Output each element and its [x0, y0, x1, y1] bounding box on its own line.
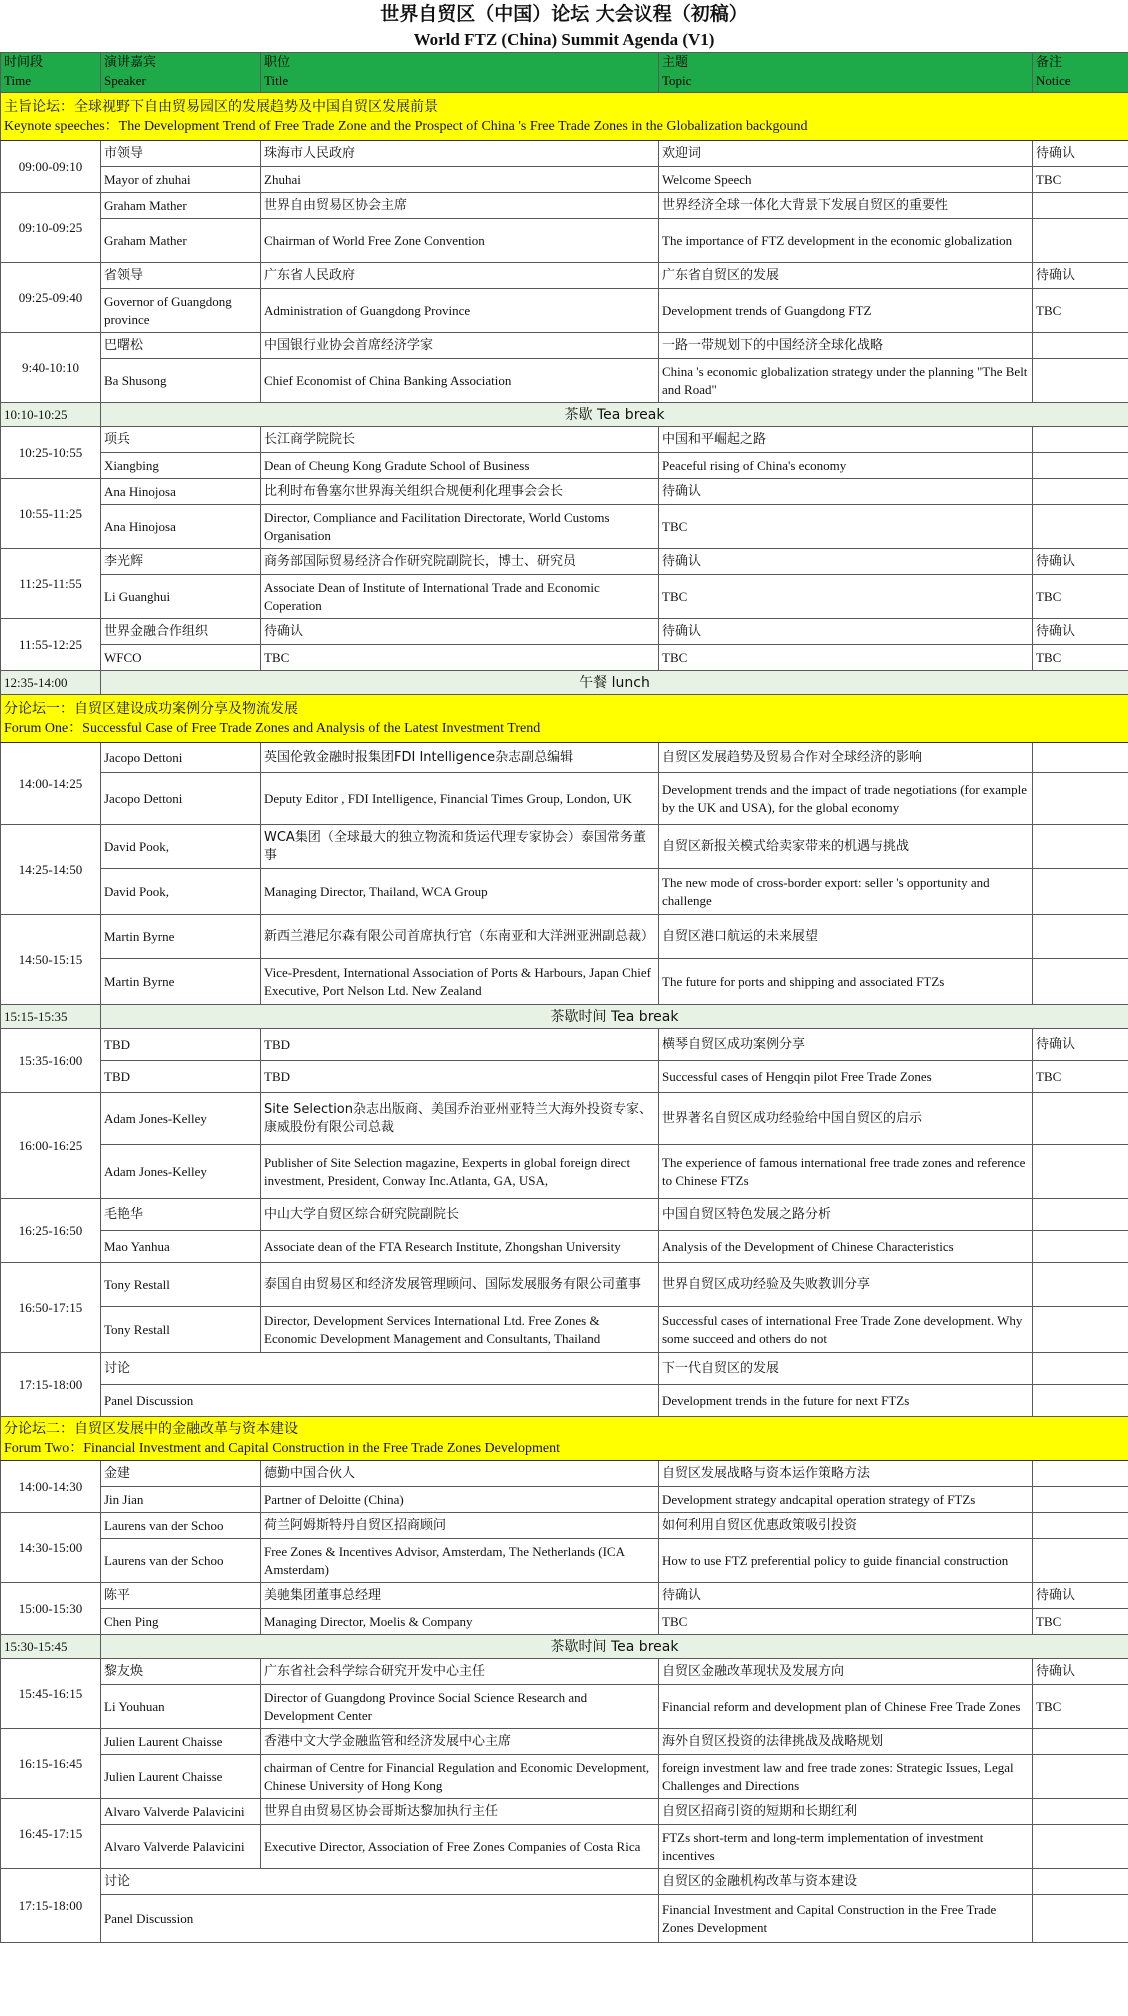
notice-cell [1033, 1093, 1128, 1145]
agenda-row [1, 1825, 1128, 1869]
tea-break-row [1, 403, 1128, 427]
notice-cell [1033, 1487, 1128, 1513]
section-keynote-title-en: Keynote speeches：The Development Trend of Free Trade Zone and the Prospect of China 's Free Trade Zones in the Globalization backgound [4, 118, 808, 134]
title-cell: Vice-Presdent, International Association of Ports & Harbours, Japan Chief Executive, Port Nelson Ltd. New Zealand [261, 959, 659, 1005]
section-forum-two-title-cn: 分论坛二：自贸区发展中的金融改革与资本建设 [4, 1420, 298, 1437]
title-cell: 长江商学院院长 [261, 427, 659, 453]
agenda-row [1, 743, 1128, 773]
notice-cell [1033, 453, 1128, 479]
time-slot: 09:10-09:25 [1, 193, 101, 263]
notice-cell [1033, 1353, 1128, 1385]
section-forum-one-title-en: Forum One：Successful Case of Free Trade Zones and Analysis of the Latest Investment Trend [4, 720, 541, 736]
title-cell: 中国银行业协会首席经济学家 [261, 333, 659, 359]
agenda-row [1, 869, 1128, 915]
topic-cell: Analysis of the Development of Chinese Characteristics [659, 1231, 1033, 1263]
title-cell: Associate Dean of Institute of International Trade and Economic Coperation [261, 575, 659, 619]
agenda-table [0, 52, 1128, 1943]
speaker-cell: 讨论 [101, 1353, 659, 1385]
title-cell: Managing Director, Moelis & Company [261, 1609, 659, 1635]
topic-cell: Development strategy andcapital operation strategy of FTZs [659, 1487, 1033, 1513]
header-topic: 主题 Topic [659, 53, 1033, 93]
agenda-row [1, 825, 1128, 869]
speaker-cell: Li Youhuan [101, 1685, 261, 1729]
notice-cell: TBC [1033, 645, 1128, 671]
time-slot: 16:00-16:25 [1, 1093, 101, 1199]
agenda-row [1, 193, 1128, 219]
notice-cell: TBC [1033, 1609, 1128, 1635]
topic-cell: 世界著名自贸区成功经验给中国自贸区的启示 [659, 1093, 1033, 1145]
agenda-row [1, 1199, 1128, 1231]
section-keynote-title-cn: 主旨论坛：全球视野下自由贸易园区的发展趋势及中国自贸区发展前景 [4, 98, 438, 115]
section-keynote-cell [1, 93, 1128, 141]
topic-cell: 世界自贸区成功经验及失败教训分享 [659, 1263, 1033, 1307]
notice-cell [1033, 915, 1128, 959]
notice-cell [1033, 1263, 1128, 1307]
title-cell: 美驰集团董事总经理 [261, 1583, 659, 1609]
time-slot: 16:25-16:50 [1, 1199, 101, 1263]
topic-cell: 自贸区新报关模式给卖家带来的机遇与挑战 [659, 825, 1033, 869]
time-slot: 14:00-14:30 [1, 1461, 101, 1513]
speaker-cell: Laurens van der Schoo [101, 1539, 261, 1583]
tea-break-row [1, 1005, 1128, 1029]
agenda-row [1, 1583, 1128, 1609]
agenda-row [1, 1539, 1128, 1583]
speaker-cell: 世界金融合作组织 [101, 619, 261, 645]
notice-cell [1033, 1895, 1128, 1943]
break-time: 12:35-14:00 [1, 671, 101, 695]
topic-cell: 自贸区发展趋势及贸易合作对全球经济的影响 [659, 743, 1033, 773]
title-cell: Director, Compliance and Facilitation Directorate, World Customs Organisation [261, 505, 659, 549]
speaker-cell: TBD [101, 1029, 261, 1061]
speaker-cell: 陈平 [101, 1583, 261, 1609]
topic-cell: Development trends of Guangdong FTZ [659, 289, 1033, 333]
notice-cell [1033, 505, 1128, 549]
topic-cell: 自贸区的金融机构改革与资本建设 [659, 1869, 1033, 1895]
notice-cell: TBC [1033, 575, 1128, 619]
topic-cell: The new mode of cross-border export: seller 's opportunity and challenge [659, 869, 1033, 915]
title-cell: Chairman of World Free Zone Convention [261, 219, 659, 263]
topic-cell: 待确认 [659, 619, 1033, 645]
time-slot: 10:55-11:25 [1, 479, 101, 549]
agenda-row [1, 1145, 1128, 1199]
title-cell: Director of Guangdong Province Social Science Research and Development Center [261, 1685, 659, 1729]
title-cell: Executive Director, Association of Free Zones Companies of Costa Rica [261, 1825, 659, 1869]
discussion-row [1, 1353, 1128, 1385]
notice-cell [1033, 193, 1128, 219]
topic-cell: The experience of famous international free trade zones and reference to Chinese FTZs [659, 1145, 1033, 1199]
header-title: 职位 Title [261, 53, 659, 93]
notice-cell [1033, 1513, 1128, 1539]
topic-cell: How to use FTZ preferential policy to guide financial construction [659, 1539, 1033, 1583]
speaker-cell: 项兵 [101, 427, 261, 453]
topic-cell: Successful cases of international Free Trade Zone development. Why some succeed and others do not [659, 1307, 1033, 1353]
time-slot: 14:25-14:50 [1, 825, 101, 915]
time-slot: 14:00-14:25 [1, 743, 101, 825]
speaker-cell: 市领导 [101, 141, 261, 167]
section-forum-two-title-en: Forum Two：Financial Investment and Capital Construction in the Free Trade Zones Development [4, 1440, 560, 1456]
title-cell: Chief Economist of China Banking Association [261, 359, 659, 403]
tea-break-row [1, 1635, 1128, 1659]
speaker-cell: 金建 [101, 1461, 261, 1487]
notice-cell [1033, 869, 1128, 915]
agenda-row [1, 619, 1128, 645]
speaker-cell: David Pook, [101, 869, 261, 915]
title-cell: TBD [261, 1029, 659, 1061]
time-slot: 9:40-10:10 [1, 333, 101, 403]
topic-cell: foreign investment law and free trade zones: Strategic Issues, Legal Challenges and Directions [659, 1755, 1033, 1799]
speaker-cell: Martin Byrne [101, 959, 261, 1005]
discussion-row [1, 1895, 1128, 1943]
topic-cell: 横琴自贸区成功案例分享 [659, 1029, 1033, 1061]
time-slot: 16:50-17:15 [1, 1263, 101, 1353]
topic-cell: 自贸区港口航运的未来展望 [659, 915, 1033, 959]
agenda-row [1, 773, 1128, 825]
time-slot: 10:25-10:55 [1, 427, 101, 479]
notice-cell [1033, 219, 1128, 263]
agenda-row [1, 1685, 1128, 1729]
agenda-row [1, 1061, 1128, 1093]
notice-cell [1033, 1385, 1128, 1417]
time-slot: 09:25-09:40 [1, 263, 101, 333]
speaker-cell: Mao Yanhua [101, 1231, 261, 1263]
speaker-cell: Adam Jones-Kelley [101, 1145, 261, 1199]
notice-cell [1033, 1539, 1128, 1583]
speaker-cell: Adam Jones-Kelley [101, 1093, 261, 1145]
notice-cell: 待确认 [1033, 1583, 1128, 1609]
notice-cell [1033, 1461, 1128, 1487]
title-cell: 新西兰港尼尔森有限公司首席执行官（东南亚和大洋洲亚洲副总裁） [261, 915, 659, 959]
notice-cell [1033, 1755, 1128, 1799]
time-slot: 14:50-15:15 [1, 915, 101, 1005]
agenda-row [1, 1307, 1128, 1353]
agenda-row [1, 575, 1128, 619]
notice-cell [1033, 959, 1128, 1005]
topic-cell: Successful cases of Hengqin pilot Free Trade Zones [659, 1061, 1033, 1093]
title-cell: chairman of Centre for Financial Regulation and Economic Development, Chinese University of Hong Kong [261, 1755, 659, 1799]
topic-cell: Peaceful rising of China's economy [659, 453, 1033, 479]
title-cell: Free Zones & Incentives Advisor, Amsterdam, The Netherlands (ICA Amsterdam) [261, 1539, 659, 1583]
header-time: 时间段 Time [1, 53, 101, 93]
topic-cell: TBC [659, 505, 1033, 549]
agenda-row [1, 1263, 1128, 1307]
topic-cell: 广东省自贸区的发展 [659, 263, 1033, 289]
topic-cell: 待确认 [659, 549, 1033, 575]
notice-cell: TBC [1033, 1061, 1128, 1093]
title-cell: Dean of Cheung Kong Gradute School of Business [261, 453, 659, 479]
time-slot: 11:25-11:55 [1, 549, 101, 619]
speaker-cell: Graham Mather [101, 193, 261, 219]
topic-cell: 如何利用自贸区优惠政策吸引投资 [659, 1513, 1033, 1539]
section-forum-two [1, 1417, 1128, 1461]
agenda-row [1, 1799, 1128, 1825]
lunch-row [1, 671, 1128, 695]
section-forum-one-cell [1, 695, 1128, 743]
title-cell: 英国伦敦金融时报集团FDI Intelligence杂志副总编辑 [261, 743, 659, 773]
topic-cell: The future for ports and shipping and associated FTZs [659, 959, 1033, 1005]
title-cell: Partner of Deloitte (China) [261, 1487, 659, 1513]
speaker-cell: 省领导 [101, 263, 261, 289]
time-slot: 11:55-12:25 [1, 619, 101, 671]
title-cell: 广东省人民政府 [261, 263, 659, 289]
notice-cell: 待确认 [1033, 263, 1128, 289]
agenda-row [1, 289, 1128, 333]
topic-cell: The importance of FTZ development in the economic globalization [659, 219, 1033, 263]
agenda-row [1, 505, 1128, 549]
topic-cell: 下一代自贸区的发展 [659, 1353, 1033, 1385]
notice-cell [1033, 773, 1128, 825]
topic-cell: FTZs short-term and long-term implementation of investment incentives [659, 1825, 1033, 1869]
agenda-row [1, 1487, 1128, 1513]
page-title-en: World FTZ (China) Summit Agenda (V1) [413, 30, 715, 49]
notice-cell: TBC [1033, 167, 1128, 193]
speaker-cell: TBD [101, 1061, 261, 1093]
title-cell: Site Selection杂志出版商、美国乔治亚州亚特兰大海外投资专家、康威股份有限公司总裁 [261, 1093, 659, 1145]
speaker-cell: Jacopo Dettoni [101, 773, 261, 825]
topic-cell: 世界经济全球一体化大背景下发展自贸区的重要性 [659, 193, 1033, 219]
time-slot: 15:35-16:00 [1, 1029, 101, 1093]
agenda-row [1, 1093, 1128, 1145]
speaker-cell: Laurens van der Schoo [101, 1513, 261, 1539]
topic-cell: Welcome Speech [659, 167, 1033, 193]
speaker-cell: Ana Hinojosa [101, 505, 261, 549]
notice-cell: 待确认 [1033, 1029, 1128, 1061]
agenda-row [1, 167, 1128, 193]
section-forum-two-cell [1, 1417, 1128, 1461]
notice-cell: 待确认 [1033, 141, 1128, 167]
agenda-row [1, 1659, 1128, 1685]
topic-cell: 待确认 [659, 479, 1033, 505]
break-time: 15:15-15:35 [1, 1005, 101, 1029]
topic-cell: Development trends and the impact of trade negotiations (for example by the UK and USA), for the global economy [659, 773, 1033, 825]
notice-cell [1033, 1869, 1128, 1895]
topic-cell: 中国和平崛起之路 [659, 427, 1033, 453]
title-cell: Publisher of Site Selection magazine, Eexperts in global foreign direct investment, President, Conway Inc.Atlanta, GA, USA, [261, 1145, 659, 1199]
speaker-cell: Panel Discussion [101, 1385, 659, 1417]
title-cell: TBD [261, 1061, 659, 1093]
break-time: 10:10-10:25 [1, 403, 101, 427]
title-cell: 珠海市人民政府 [261, 141, 659, 167]
speaker-cell: Graham Mather [101, 219, 261, 263]
speaker-cell: Mayor of zhuhai [101, 167, 261, 193]
topic-cell: TBC [659, 1609, 1033, 1635]
notice-cell [1033, 1199, 1128, 1231]
section-keynote [1, 93, 1128, 141]
notice-cell: 待确认 [1033, 549, 1128, 575]
topic-cell: 海外自贸区投资的法律挑战及战略规划 [659, 1729, 1033, 1755]
title-cell: Associate dean of the FTA Research Institute, Zhongshan University [261, 1231, 659, 1263]
title-cell: 世界自由贸易区协会主席 [261, 193, 659, 219]
discussion-row [1, 1869, 1128, 1895]
agenda-row [1, 1609, 1128, 1635]
speaker-cell: Li Guanghui [101, 575, 261, 619]
notice-cell: 待确认 [1033, 619, 1128, 645]
topic-cell: 一路一带规划下的中国经济全球化战略 [659, 333, 1033, 359]
notice-cell: TBC [1033, 1685, 1128, 1729]
title-cell: 德勤中国合伙人 [261, 1461, 659, 1487]
speaker-cell: Tony Restall [101, 1263, 261, 1307]
title-cell: TBC [261, 645, 659, 671]
speaker-cell: Xiangbing [101, 453, 261, 479]
topic-cell: TBC [659, 575, 1033, 619]
notice-cell [1033, 825, 1128, 869]
header-row [1, 53, 1128, 93]
agenda-row [1, 1729, 1128, 1755]
time-slot: 17:15-18:00 [1, 1353, 101, 1417]
title-cell: 商务部国际贸易经济合作研究院副院长，博士、研究员 [261, 549, 659, 575]
discussion-row [1, 1385, 1128, 1417]
speaker-cell: 黎友焕 [101, 1659, 261, 1685]
agenda-row [1, 479, 1128, 505]
notice-cell [1033, 479, 1128, 505]
speaker-cell: Jin Jian [101, 1487, 261, 1513]
agenda-row [1, 333, 1128, 359]
speaker-cell: Ba Shusong [101, 359, 261, 403]
topic-cell: 自贸区金融改革现状及发展方向 [659, 1659, 1033, 1685]
speaker-cell: David Pook, [101, 825, 261, 869]
topic-cell: Financial reform and development plan of Chinese Free Trade Zones [659, 1685, 1033, 1729]
title-cell: Director, Development Services International Ltd. Free Zones & Economic Development Management and Consultants, Thailand [261, 1307, 659, 1353]
agenda-row [1, 1231, 1128, 1263]
agenda-row [1, 1461, 1128, 1487]
speaker-cell: Ana Hinojosa [101, 479, 261, 505]
agenda-row [1, 453, 1128, 479]
title-cell: Managing Director, Thailand, WCA Group [261, 869, 659, 915]
notice-cell [1033, 1231, 1128, 1263]
notice-cell [1033, 333, 1128, 359]
agenda-row [1, 1513, 1128, 1539]
header-notice: 备注 Notice [1033, 53, 1128, 93]
section-forum-one-title-cn: 分论坛一：自贸区建设成功案例分享及物流发展 [4, 700, 298, 717]
title-cell: 荷兰阿姆斯特丹自贸区招商顾问 [261, 1513, 659, 1539]
speaker-cell: WFCO [101, 645, 261, 671]
speaker-cell: Jacopo Dettoni [101, 743, 261, 773]
speaker-cell: 李光辉 [101, 549, 261, 575]
title-cell: 世界自由贸易区协会哥斯达黎加执行主任 [261, 1799, 659, 1825]
topic-cell: Financial Investment and Capital Construction in the Free Trade Zones Development [659, 1895, 1033, 1943]
topic-cell: 自贸区发展战略与资本运作策略方法 [659, 1461, 1033, 1487]
title-cell: 香港中文大学金融监管和经济发展中心主席 [261, 1729, 659, 1755]
time-slot: 16:15-16:45 [1, 1729, 101, 1799]
notice-cell [1033, 1825, 1128, 1869]
speaker-cell: 巴曙松 [101, 333, 261, 359]
notice-cell [1033, 1799, 1128, 1825]
notice-cell [1033, 1307, 1128, 1353]
speaker-cell: Julien Laurent Chaisse [101, 1755, 261, 1799]
title-cell: WCA集团（全球最大的独立物流和货运代理专家协会）泰国常务董事 [261, 825, 659, 869]
break-label: 茶歇时间 Tea break [101, 1635, 1128, 1659]
title-cell: 中山大学自贸区综合研究院副院长 [261, 1199, 659, 1231]
break-label: 午餐 lunch [101, 671, 1128, 695]
notice-cell [1033, 1729, 1128, 1755]
notice-cell [1033, 1145, 1128, 1199]
notice-cell: TBC [1033, 289, 1128, 333]
agenda-row [1, 1755, 1128, 1799]
header-speaker: 演讲嘉宾 Speaker [101, 53, 261, 93]
section-forum-one [1, 695, 1128, 743]
break-time: 15:30-15:45 [1, 1635, 101, 1659]
notice-cell [1033, 427, 1128, 453]
agenda-row [1, 915, 1128, 959]
time-slot: 09:00-09:10 [1, 141, 101, 193]
topic-cell: 欢迎词 [659, 141, 1033, 167]
speaker-cell: Chen Ping [101, 1609, 261, 1635]
title-cell: Deputy Editor , FDI Intelligence, Financial Times Group, London, UK [261, 773, 659, 825]
topic-cell: 自贸区招商引资的短期和长期红利 [659, 1799, 1033, 1825]
topic-cell: Development trends in the future for next FTZs [659, 1385, 1033, 1417]
topic-cell: 待确认 [659, 1583, 1033, 1609]
speaker-cell: Governor of Guangdong province [101, 289, 261, 333]
topic-cell: 中国自贸区特色发展之路分析 [659, 1199, 1033, 1231]
notice-cell [1033, 359, 1128, 403]
title-cell: 待确认 [261, 619, 659, 645]
speaker-cell: Julien Laurent Chaisse [101, 1729, 261, 1755]
speaker-cell: Alvaro Valverde Palavicini [101, 1825, 261, 1869]
title-cell: Administration of Guangdong Province [261, 289, 659, 333]
agenda-row [1, 263, 1128, 289]
time-slot: 17:15-18:00 [1, 1869, 101, 1943]
agenda-row [1, 1029, 1128, 1061]
page-title-cn: 世界自贸区（中国）论坛 大会议程（初稿） [380, 3, 748, 25]
topic-cell: TBC [659, 645, 1033, 671]
time-slot: 15:00-15:30 [1, 1583, 101, 1635]
title-cell: 泰国自由贸易区和经济发展管理顾问、国际发展服务有限公司董事 [261, 1263, 659, 1307]
time-slot: 15:45-16:15 [1, 1659, 101, 1729]
notice-cell: 待确认 [1033, 1659, 1128, 1685]
title-cell: Zhuhai [261, 167, 659, 193]
agenda-row [1, 959, 1128, 1005]
agenda-row [1, 359, 1128, 403]
agenda-row [1, 141, 1128, 167]
title-cell: 比利时布鲁塞尔世界海关组织合规便利化理事会会长 [261, 479, 659, 505]
title-cell: 广东省社会科学综合研究开发中心主任 [261, 1659, 659, 1685]
speaker-cell: 讨论 [101, 1869, 659, 1895]
break-label: 茶歇 Tea break [101, 403, 1128, 427]
time-slot: 16:45-17:15 [1, 1799, 101, 1869]
speaker-cell: Panel Discussion [101, 1895, 659, 1943]
agenda-row [1, 645, 1128, 671]
speaker-cell: Alvaro Valverde Palavicini [101, 1799, 261, 1825]
notice-cell [1033, 743, 1128, 773]
break-label: 茶歇时间 Tea break [101, 1005, 1128, 1029]
topic-cell: China 's economic globalization strategy under the planning "The Belt and Road" [659, 359, 1033, 403]
speaker-cell: Martin Byrne [101, 915, 261, 959]
time-slot: 14:30-15:00 [1, 1513, 101, 1583]
agenda-row [1, 427, 1128, 453]
speaker-cell: 毛艳华 [101, 1199, 261, 1231]
speaker-cell: Tony Restall [101, 1307, 261, 1353]
agenda-row [1, 219, 1128, 263]
agenda-row [1, 549, 1128, 575]
